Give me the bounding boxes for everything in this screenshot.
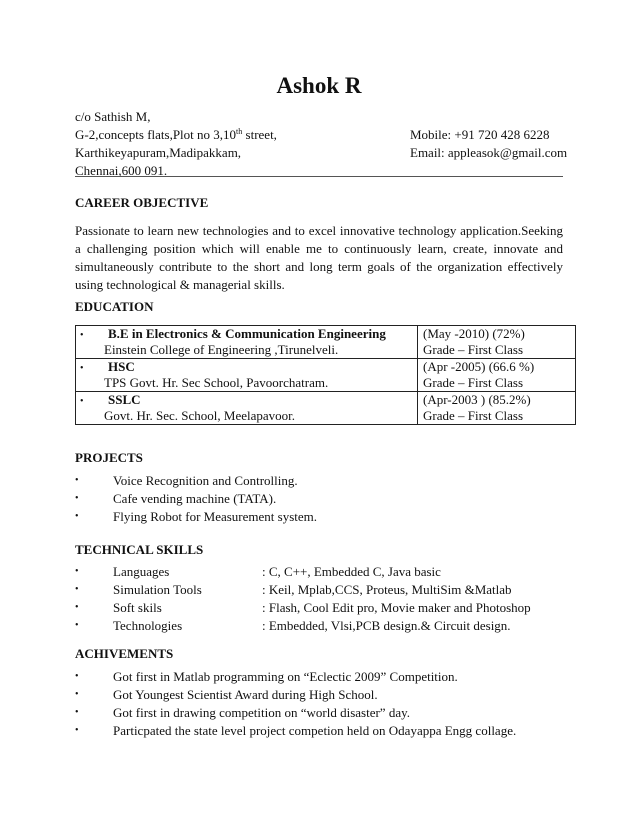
table-row [76, 326, 576, 359]
bullet-icon: • [80, 330, 84, 341]
projects-heading: PROJECTS [75, 450, 143, 465]
achievements-heading: ACHIVEMENTS [75, 646, 174, 661]
header-divider [75, 176, 563, 177]
address-text: G-2,concepts flats,Plot no 3,10 [75, 127, 237, 142]
institution-name: Govt. Hr. Sec. School, Meelapavoor. [104, 408, 295, 423]
skill-values: : Embedded, Vlsi,PCB design.& Circuit design. [262, 618, 511, 633]
skill-category: Simulation Tools [113, 582, 202, 597]
address-text: street, [242, 127, 277, 142]
achievement-text: Got first in drawing competition on “world disaster” day. [113, 705, 411, 720]
bullet-icon: • [75, 602, 79, 613]
institution-name: TPS Govt. Hr. Sec School, Pavoorchatram. [104, 375, 329, 390]
bullet-icon: • [75, 689, 79, 700]
degree-name: HSC [108, 359, 135, 374]
skill-category: Soft skils [113, 600, 162, 615]
career-objective-text: Passionate to learn new technologies and to excel innovative technology application.Seeking a challenging position which will enable me to continuously learn, create, innovate and simultaneously contribute to the short and long term goals of the organization effectively using technological & managerial skills. [75, 223, 563, 292]
qualification-cell [76, 326, 418, 359]
bullet-icon: • [75, 511, 79, 522]
project-name: Cafe vending machine (TATA). [113, 491, 277, 506]
address-line: Karthikeyapuram,Madipakkam, [75, 145, 242, 160]
achievement-text: Particpated the state level project competion held on Odayappa Engg collage. [113, 723, 517, 738]
technical-skills-heading: TECHNICAL SKILLS [75, 542, 204, 557]
degree-name: SSLC [108, 392, 141, 407]
address-line: c/o Sathish M, [75, 109, 151, 124]
qualification-cell [76, 359, 418, 392]
institution-name: Einstein College of Engineering ,Tirunelveli. [104, 342, 339, 357]
result-cell [418, 326, 576, 359]
skill-values: : C, C++, Embedded C, Java basic [262, 564, 441, 579]
degree-name: B.E in Electronics & Communication Engineering [108, 326, 386, 341]
bullet-icon: • [75, 584, 79, 595]
mobile-number: Mobile: +91 720 428 6228 [410, 127, 550, 142]
skill-values: : Flash, Cool Edit pro, Movie maker and Photoshop [262, 600, 531, 615]
contact-details [410, 126, 567, 162]
bullet-icon: • [75, 707, 79, 718]
education-table [75, 325, 576, 425]
table-row [76, 392, 576, 425]
bullet-icon: • [75, 725, 79, 736]
ordinal-suffix: th [236, 127, 243, 136]
bullet-icon: • [75, 671, 79, 682]
postal-address [75, 108, 277, 180]
qualification-cell [76, 392, 418, 425]
address-line: Chennai,600 091. [75, 163, 168, 178]
address-line [75, 126, 277, 144]
result-cell [418, 392, 576, 425]
candidate-name: Ashok R [276, 73, 362, 98]
career-objective-heading: CAREER OBJECTIVE [75, 195, 209, 210]
project-name: Voice Recognition and Controlling. [113, 473, 298, 488]
bullet-icon: • [75, 493, 79, 504]
bullet-icon: • [75, 566, 79, 577]
skill-category: Technologies [113, 618, 183, 633]
skill-values: : Keil, Mplab,CCS, Proteus, MultiSim &Matlab [262, 582, 512, 597]
exam-period: (Apr -2005) (66.6 %) [423, 359, 535, 374]
grade: Grade – First Class [423, 375, 524, 390]
skill-category: Languages [113, 564, 170, 579]
bullet-icon: • [75, 620, 79, 631]
email-address: Email: appleasok@gmail.com [410, 145, 568, 160]
bullet-icon: • [80, 396, 84, 407]
achievement-text: Got first in Matlab programming on “Eclectic 2009” Competition. [113, 669, 458, 684]
exam-period: (May -2010) (72%) [423, 326, 525, 341]
education-heading: EDUCATION [75, 299, 154, 314]
table-row [76, 359, 576, 392]
bullet-icon: • [80, 363, 84, 374]
result-cell [418, 359, 576, 392]
grade: Grade – First Class [423, 408, 524, 423]
achievement-text: Got Youngest Scientist Award during High School. [113, 687, 378, 702]
exam-period: (Apr-2003 ) (85.2%) [423, 392, 531, 407]
project-name: Flying Robot for Measurement system. [113, 509, 318, 524]
grade: Grade – First Class [423, 342, 524, 357]
bullet-icon: • [75, 475, 79, 486]
